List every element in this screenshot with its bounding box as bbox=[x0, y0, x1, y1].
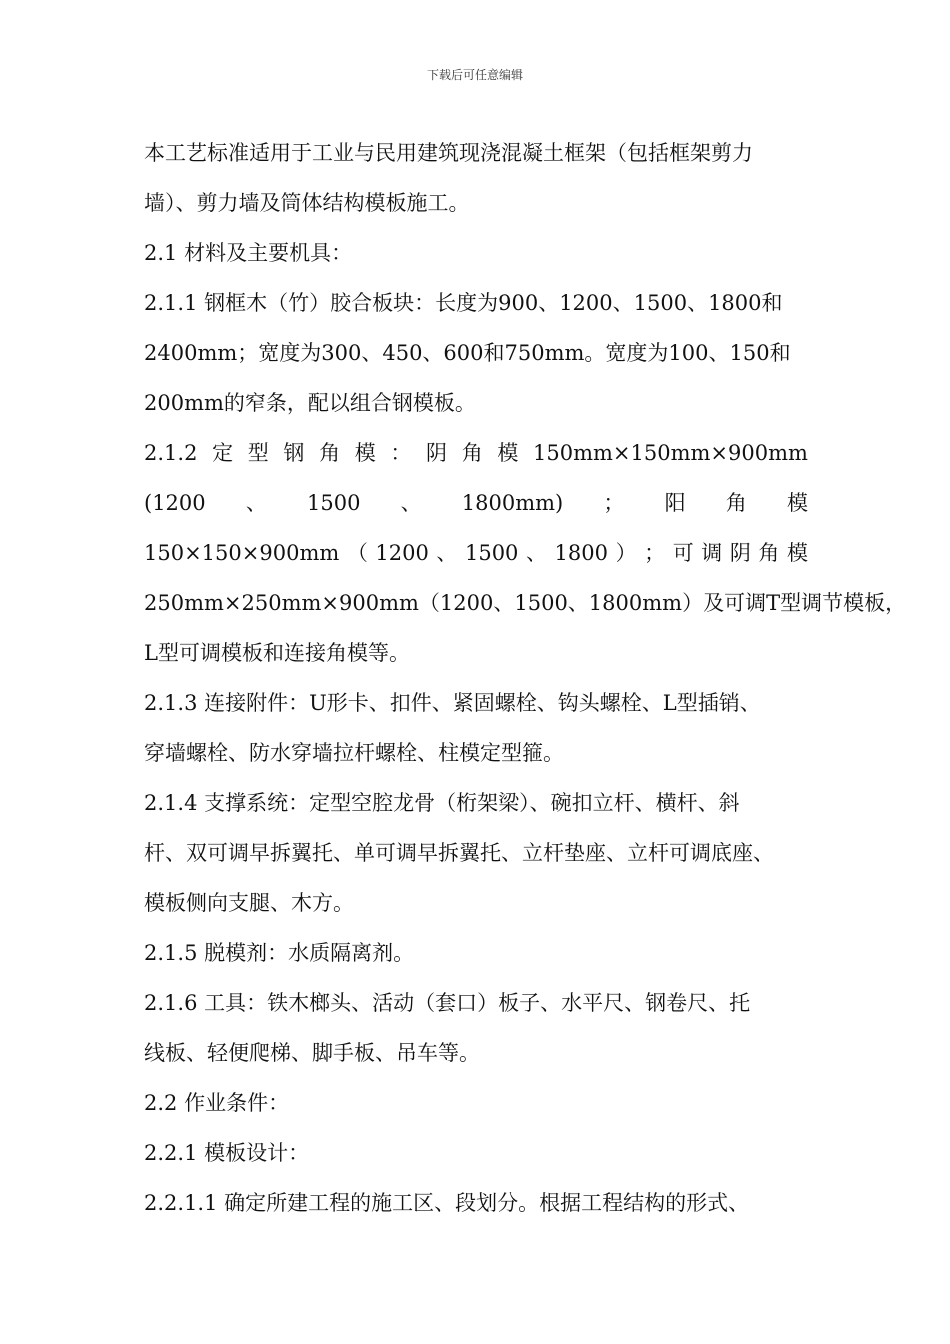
text-token: 1200 bbox=[375, 541, 429, 565]
text-token: 、 bbox=[400, 491, 422, 515]
paragraph-line: 200mm的窄条，配以组合钢模板。 bbox=[144, 391, 476, 415]
text-token: 阴 bbox=[426, 441, 448, 465]
text-token: （ bbox=[346, 541, 368, 565]
text-token: 角 bbox=[461, 441, 483, 465]
text-token: 钢 bbox=[283, 441, 305, 465]
text-token: 模 bbox=[497, 441, 519, 465]
paragraph-line: 杆、双可调早拆翼托、单可调早拆翼托、立杆垫座、立杆可调底座、 bbox=[144, 841, 774, 865]
text-token: ； bbox=[644, 541, 666, 565]
paragraph-line: 2.1.6 工具：铁木榔头、活动（套口）板子、水平尺、钢卷尺、托 bbox=[144, 991, 751, 1015]
page-header: 下载后可任意编辑 bbox=[426, 68, 523, 82]
text-token: ） bbox=[615, 541, 637, 565]
paragraph-line: 穿墙螺栓、防水穿墙拉杆螺栓、柱模定型箍。 bbox=[144, 741, 564, 765]
paragraph-line: 模板侧向支腿、木方。 bbox=[144, 891, 354, 915]
text-token: 角 bbox=[725, 491, 747, 515]
paragraph-line: 2.1.4 支撑系统：定型空腔龙骨（桁架梁）、碗扣立杆、横杆、斜 bbox=[144, 791, 740, 815]
text-token: ： bbox=[390, 441, 412, 465]
text-token: 调 bbox=[701, 541, 723, 565]
paragraph-line: 线板、轻便爬梯、脚手板、吊车等。 bbox=[144, 1041, 480, 1065]
paragraph-line: 250mm×250mm×900mm（1200、1500、1800mm）及可调T型调节模板， bbox=[144, 591, 907, 615]
text-token: 1800mm) bbox=[461, 491, 564, 515]
paragraph-line: 2400mm；宽度为300、450、600和750mm。宽度为100、150和 bbox=[144, 341, 791, 365]
text-token: 模 bbox=[354, 441, 376, 465]
justified-line bbox=[144, 483, 808, 533]
text-token: 1800 bbox=[554, 541, 608, 565]
justified-line bbox=[144, 433, 808, 483]
text-token: 150mm×150mm×900mm bbox=[533, 441, 808, 465]
subsection-heading: 2.2.1 模板设计： bbox=[144, 1141, 310, 1165]
justified-line bbox=[144, 533, 808, 583]
paragraph-line: 2.1.5 脱模剂：水质隔离剂。 bbox=[144, 941, 415, 965]
text-token: 1500 bbox=[306, 491, 361, 515]
text-token: 阳 bbox=[664, 491, 686, 515]
text-token: 150×150×900mm bbox=[144, 541, 340, 565]
text-token: ； bbox=[603, 491, 625, 515]
text-token: 型 bbox=[247, 441, 269, 465]
paragraph-line: 2.1.1 钢框木（竹）胶合板块：长度为900、1200、1500、1800和 bbox=[144, 291, 783, 315]
paragraph-line: 本工艺标准适用于工业与民用建筑现浇混凝土框架（包括框架剪力 bbox=[144, 141, 753, 165]
paragraph-line: 2.2.1.1 确定所建工程的施工区、段划分。根据工程结构的形式、 bbox=[144, 1191, 750, 1215]
text-token: (1200 bbox=[144, 491, 206, 515]
paragraph-line: 墙）、剪力墙及筒体结构模板施工。 bbox=[144, 191, 470, 215]
text-token: 可 bbox=[672, 541, 694, 565]
paragraph-line: L型可调模板和连接角模等。 bbox=[144, 641, 410, 665]
text-token: 、 bbox=[436, 541, 458, 565]
text-token: 阴 bbox=[729, 541, 751, 565]
text-token: 角 bbox=[758, 541, 780, 565]
text-token: 1500 bbox=[464, 541, 519, 565]
document-body bbox=[144, 133, 907, 1233]
section-heading: 2.2 作业条件： bbox=[144, 1091, 290, 1115]
text-token: 模 bbox=[786, 491, 808, 515]
text-token: 、 bbox=[245, 491, 267, 515]
paragraph-line: 2.1.3 连接附件：U形卡、扣件、紧固螺栓、钩头螺栓、L型插销、 bbox=[144, 691, 761, 715]
text-token: 模 bbox=[786, 541, 808, 565]
text-token: 角 bbox=[319, 441, 341, 465]
section-heading: 2.1 材料及主要机具： bbox=[144, 241, 353, 265]
text-token: 定 bbox=[212, 441, 234, 465]
text-token: 、 bbox=[525, 541, 547, 565]
text-token: 2.1.2 bbox=[144, 441, 198, 465]
